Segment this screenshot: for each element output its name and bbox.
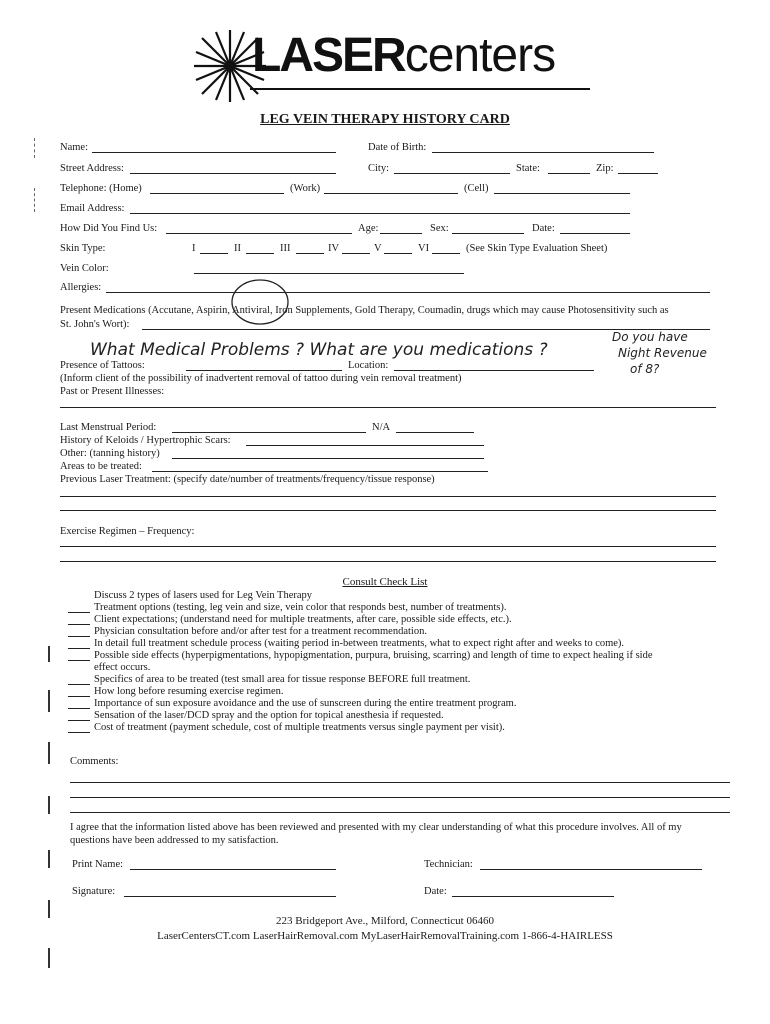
scan-edge-mark xyxy=(48,646,50,662)
state-field[interactable] xyxy=(548,173,590,174)
dob-field[interactable] xyxy=(432,152,654,153)
checklist-item: Importance of sun exposure avoidance and the use of sunscreen during the entire treatment program. xyxy=(94,698,517,709)
skin-type-note: (See Skin Type Evaluation Sheet) xyxy=(466,243,608,254)
how-find-label: How Did You Find Us: xyxy=(60,223,158,234)
checklist-item: Discuss 2 types of lasers used for Leg Vein Therapy xyxy=(94,590,313,601)
keloids-label: History of Keloids / Hypertrophic Scars: xyxy=(60,435,231,446)
work-phone-field[interactable] xyxy=(324,193,458,194)
footer-links: LaserCentersCT.com LaserHairRemoval.com MyLaserHairRemovalTraining.com 1-866-4-HAIRLESS xyxy=(157,930,613,942)
illnesses-field[interactable] xyxy=(60,407,716,408)
print-name-label: Print Name: xyxy=(72,859,124,870)
checklist-item: Sensation of the laser/DCD spray and the option for topical anesthesia if requested. xyxy=(94,710,444,721)
handwritten-note-line2: Night Revenue xyxy=(618,346,707,360)
vein-color-label: Vein Color: xyxy=(60,263,109,274)
na-field[interactable] xyxy=(396,432,474,433)
checklist-item: Specifics of area to be treated (test small area for tissue response BEFORE full treatment. xyxy=(94,674,471,685)
signature-label: Signature: xyxy=(72,886,116,897)
logo xyxy=(190,26,595,104)
comments-field-1[interactable] xyxy=(70,782,730,783)
menstrual-field[interactable] xyxy=(172,432,366,433)
scan-edge-mark xyxy=(48,850,50,868)
exercise-field-1[interactable] xyxy=(60,546,716,547)
checklist-checkbox[interactable] xyxy=(68,696,90,697)
skin-type-vi-label: VI xyxy=(418,243,430,254)
checklist-item: Client expectations; (understand need for multiple treatments, after care, possible side effects, etc.). xyxy=(94,614,512,625)
na-label: N/A xyxy=(372,422,391,433)
checklist-checkbox[interactable] xyxy=(68,660,90,661)
allergies-field[interactable] xyxy=(106,292,710,293)
keloids-field[interactable] xyxy=(246,445,484,446)
tattoos-label: Presence of Tattoos: xyxy=(60,360,145,371)
comments-field-3[interactable] xyxy=(70,812,730,813)
date-label: Date: xyxy=(532,223,555,234)
areas-label: Areas to be treated: xyxy=(60,461,142,472)
email-label: Email Address: xyxy=(60,203,125,214)
checklist-checkbox[interactable] xyxy=(68,720,90,721)
scan-edge-mark xyxy=(34,138,37,158)
skin-type-iii-field[interactable] xyxy=(296,253,324,254)
age-field[interactable] xyxy=(380,233,422,234)
skin-type-ii-field[interactable] xyxy=(246,253,274,254)
areas-field[interactable] xyxy=(152,471,488,472)
work-phone-label: (Work) xyxy=(290,183,321,194)
home-phone-field[interactable] xyxy=(150,193,284,194)
previous-treatment-field-2[interactable] xyxy=(60,510,716,511)
city-field[interactable] xyxy=(394,173,510,174)
name-label: Name: xyxy=(60,142,88,153)
skin-type-i-label: I xyxy=(192,243,196,254)
signature-date-field[interactable] xyxy=(452,896,614,897)
tattoo-note: (Inform client of the possibility of inadvertent removal of tattoo during vein removal treatment) xyxy=(60,373,462,384)
sex-field[interactable] xyxy=(452,233,524,234)
checklist-item: How long before resuming exercise regimen. xyxy=(94,686,284,697)
handwritten-question: What Medical Problems ? What are you medications ? xyxy=(90,340,548,360)
logo-underline xyxy=(250,88,590,90)
previous-treatment-field-1[interactable] xyxy=(60,496,716,497)
st-johns-label: St. John's Wort): xyxy=(60,319,130,330)
zip-label: Zip: xyxy=(596,163,614,174)
present-medications-label: Present Medications (Accutane, Aspirin, Antiviral, Iron Supplements, Gold Therapy, Coumadin, drugs which may cause Photosensitivity such as xyxy=(60,305,669,316)
tattoo-location-label: Location: xyxy=(348,360,389,371)
checklist-item: Physician consultation before and/or after test for a treatment recommendation. xyxy=(94,626,427,637)
city-label: City: xyxy=(368,163,390,174)
skin-type-ii-label: II xyxy=(234,243,241,254)
zip-field[interactable] xyxy=(618,173,658,174)
how-find-field[interactable] xyxy=(166,233,352,234)
technician-label: Technician: xyxy=(424,859,473,870)
signature-field[interactable] xyxy=(124,896,336,897)
cell-phone-field[interactable] xyxy=(494,193,630,194)
scan-edge-mark xyxy=(48,796,50,814)
comments-field-2[interactable] xyxy=(70,797,730,798)
skin-type-i-field[interactable] xyxy=(200,253,228,254)
footer-address: 223 Bridgeport Ave., Milford, Connecticut 06460 xyxy=(276,915,494,927)
handwritten-note-line1: Do you have xyxy=(612,330,688,344)
antiviral-circle-mark xyxy=(228,276,292,328)
other-label: Other: (tanning history) xyxy=(60,448,160,459)
state-label: State: xyxy=(516,163,540,174)
exercise-field-2[interactable] xyxy=(60,561,716,562)
sex-label: Sex: xyxy=(430,223,449,234)
scan-edge-mark xyxy=(48,900,50,918)
checklist-checkbox[interactable] xyxy=(68,636,90,637)
form-title: LEG VEIN THERAPY HISTORY CARD xyxy=(260,112,510,127)
checklist-checkbox[interactable] xyxy=(68,684,90,685)
skin-type-v-field[interactable] xyxy=(384,253,412,254)
checklist-item: In detail full treatment schedule process (waiting period in-between treatments, what to expect right after and weeks to come). xyxy=(94,638,625,649)
checklist-checkbox[interactable] xyxy=(68,708,90,709)
vein-color-field[interactable] xyxy=(194,273,464,274)
tattoos-field[interactable] xyxy=(186,370,342,371)
checklist-item: Cost of treatment (payment schedule, cost of multiple treatments versus single payment per visit). xyxy=(94,722,505,733)
street-label: Street Address: xyxy=(60,163,124,174)
agreement-text-line1: I agree that the information listed above has been reviewed and presented with my clear understanding of what this procedure involves. All of my xyxy=(70,822,682,833)
menstrual-label: Last Menstrual Period: xyxy=(60,422,157,433)
skin-type-iii-label: III xyxy=(280,243,291,254)
other-field[interactable] xyxy=(172,458,484,459)
signature-date-label: Date: xyxy=(424,886,447,897)
age-label: Age: xyxy=(358,223,379,234)
previous-treatment-label: Previous Laser Treatment: (specify date/number of treatments/frequency/tissue response) xyxy=(60,474,435,485)
checklist-checkbox[interactable] xyxy=(68,648,90,649)
date-field[interactable] xyxy=(560,233,630,234)
home-phone-label: Telephone: (Home) xyxy=(60,183,142,194)
checklist-title: Consult Check List xyxy=(342,576,428,588)
handwritten-note-line3: of 8? xyxy=(630,362,660,376)
tattoo-location-field[interactable] xyxy=(394,370,594,371)
checklist-item-continued: effect occurs. xyxy=(94,662,151,673)
checklist-item: Treatment options (testing, leg vein and size, vein color that responds best, number of treatments). xyxy=(94,602,507,613)
cell-phone-label: (Cell) xyxy=(464,183,489,194)
skin-type-v-label: V xyxy=(374,243,382,254)
allergies-label: Allergies: xyxy=(60,282,102,293)
scan-edge-mark xyxy=(34,188,37,212)
skin-type-vi-field[interactable] xyxy=(432,253,460,254)
technician-field[interactable] xyxy=(480,869,702,870)
scan-edge-mark xyxy=(48,948,50,968)
illnesses-label: Past or Present Illnesses: xyxy=(60,386,165,397)
checklist-checkbox[interactable] xyxy=(68,612,90,613)
skin-type-iv-field[interactable] xyxy=(342,253,370,254)
skin-type-label: Skin Type: xyxy=(60,243,106,254)
email-field[interactable] xyxy=(130,213,630,214)
checklist-checkbox[interactable] xyxy=(68,732,90,733)
agreement-text-line2: questions have been addressed to my satisfaction. xyxy=(70,835,279,846)
name-field[interactable] xyxy=(92,152,336,153)
checklist-checkbox[interactable] xyxy=(68,624,90,625)
scan-edge-mark xyxy=(48,690,50,712)
skin-type-iv-label: IV xyxy=(328,243,340,254)
exercise-label: Exercise Regimen – Frequency: xyxy=(60,526,195,537)
scan-edge-mark xyxy=(48,742,50,764)
dob-label: Date of Birth: xyxy=(368,142,427,153)
comments-label: Comments: xyxy=(70,756,119,767)
checklist-item: Possible side effects (hyperpigmentations, hypopigmentation, purpura, bruising, scarring) and length of time to expect healing if side xyxy=(94,650,653,661)
print-name-field[interactable] xyxy=(130,869,336,870)
street-field[interactable] xyxy=(130,173,336,174)
logo-wordmark: LASERcenters xyxy=(252,29,556,82)
